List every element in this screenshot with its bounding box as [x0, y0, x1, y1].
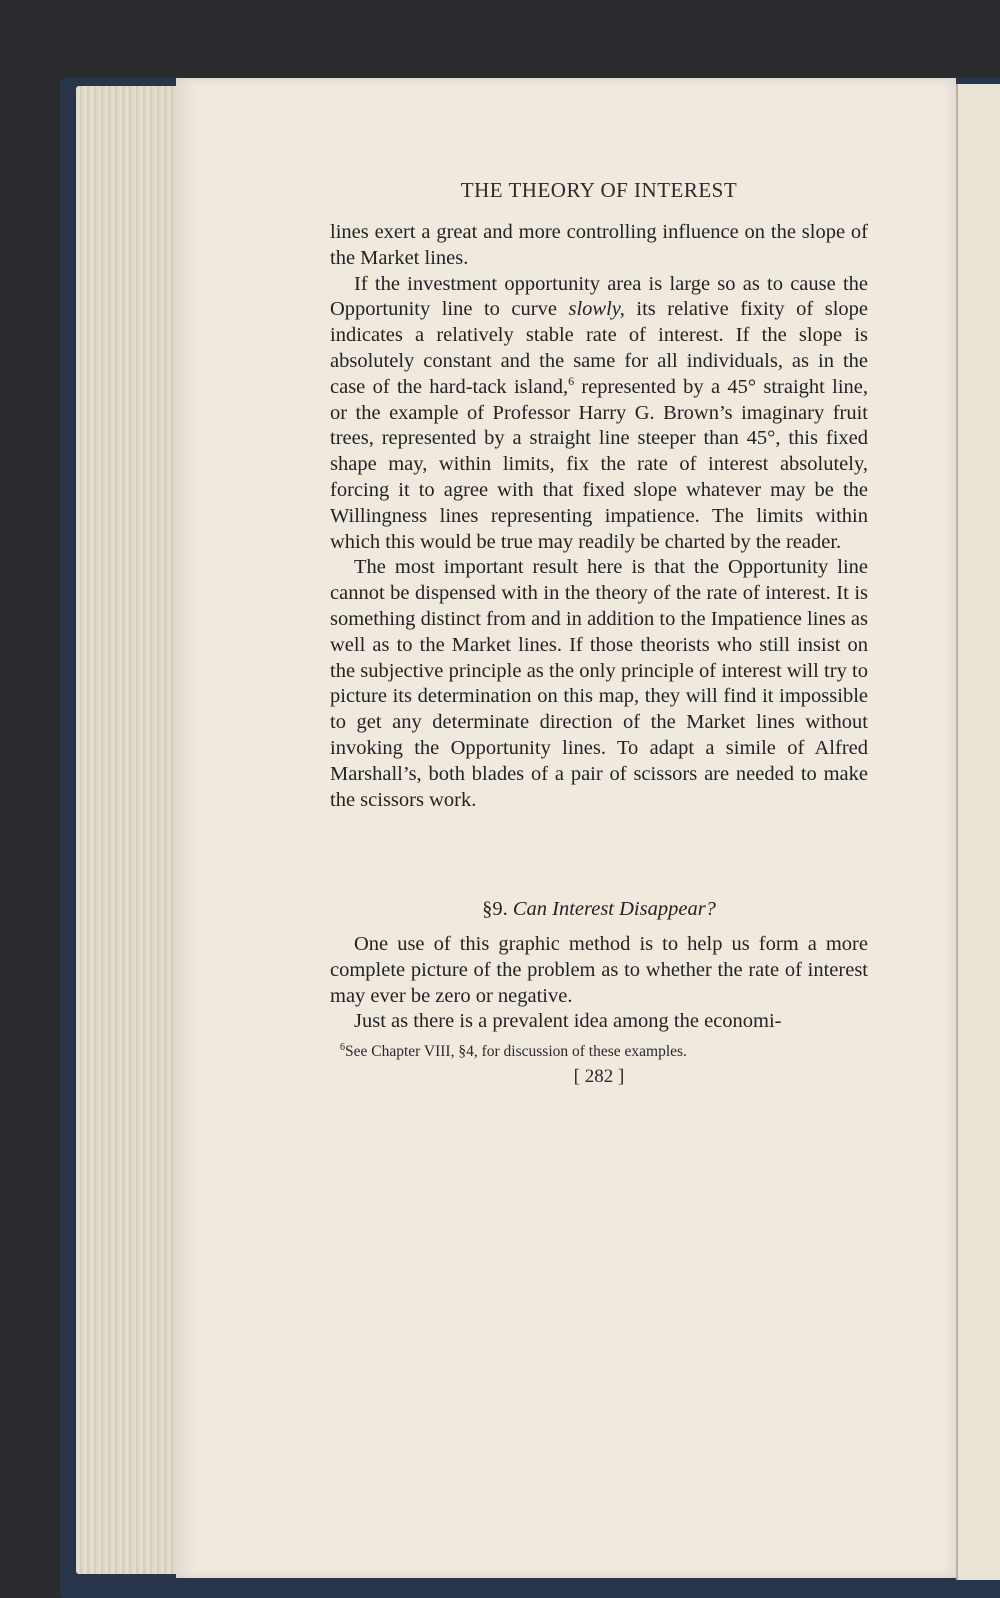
- page-number: [ 282 ]: [573, 1066, 625, 1087]
- facing-page-edge: [956, 84, 1000, 1580]
- paragraph-1: lines exert a great and more controlling influence on the slope of the Market lines.: [330, 221, 868, 269]
- paragraph-2-italic: slowly,: [568, 298, 625, 321]
- running-head: THE THEORY OF INTEREST: [460, 178, 738, 202]
- footnote: [330, 1042, 868, 1061]
- footnote-number: 6: [340, 1042, 345, 1053]
- section-number: §9.: [482, 898, 508, 920]
- paragraph-5: Just as there is a prevalent idea among the economi-: [354, 1010, 782, 1033]
- footnote-marker: 6: [568, 373, 575, 388]
- paragraph-2-part-1: If the investment opportunity area is large so as to cause the Opportunity line to curve: [330, 272, 868, 321]
- footnote-text: See Chapter VIII, §4, for discussion of these examples.: [345, 1043, 687, 1061]
- page-edges: [76, 86, 186, 1574]
- paragraph-2-part-3: represented by a 45° straight line, or the example of Professor Harry G. Brown’s imaginary fruit trees, represented by a straight line steeper than 45°, this fixed shape may, within limits, fix the rate of interest absolutely, forcing it to agree with that fixed slope whatever may be the Willingness lines representing impatience. The limits within which this would be true may readily be charted by the reader.: [330, 375, 868, 553]
- paragraph-4: One use of this graphic method is to help us form a more complete picture of the problem as to whether the rate of interest may ever be zero or negative.: [330, 933, 868, 1007]
- paragraph-2-part-2: its relative fixity of slope indicates a relatively stable rate of interest. If the slope is absolutely constant and the same for all individuals, as in the case of the hard-tack island,: [330, 298, 868, 398]
- paragraph-3: The most important result here is that the Opportunity line cannot be dispensed with in the theory of the rate of interest. It is something distinct from and in addition to the Impatience lines as well as to the Market lines. If those theorists who still insist on the subjective principle as the only principle of interest will try to picture its determination on this map, they will find it impossible to get any determinate direction of the Market lines without invoking the Opportunity lines. To adapt a simile of Alfred Marshall’s, both blades of a pair of scissors are needed to make the scissors work.: [330, 556, 868, 811]
- body-text: [330, 220, 868, 813]
- section-heading: [330, 898, 868, 921]
- paragraph-2: [330, 272, 868, 556]
- section-title: Can Interest Disappear?: [512, 898, 716, 920]
- body-text-2: [330, 932, 868, 1035]
